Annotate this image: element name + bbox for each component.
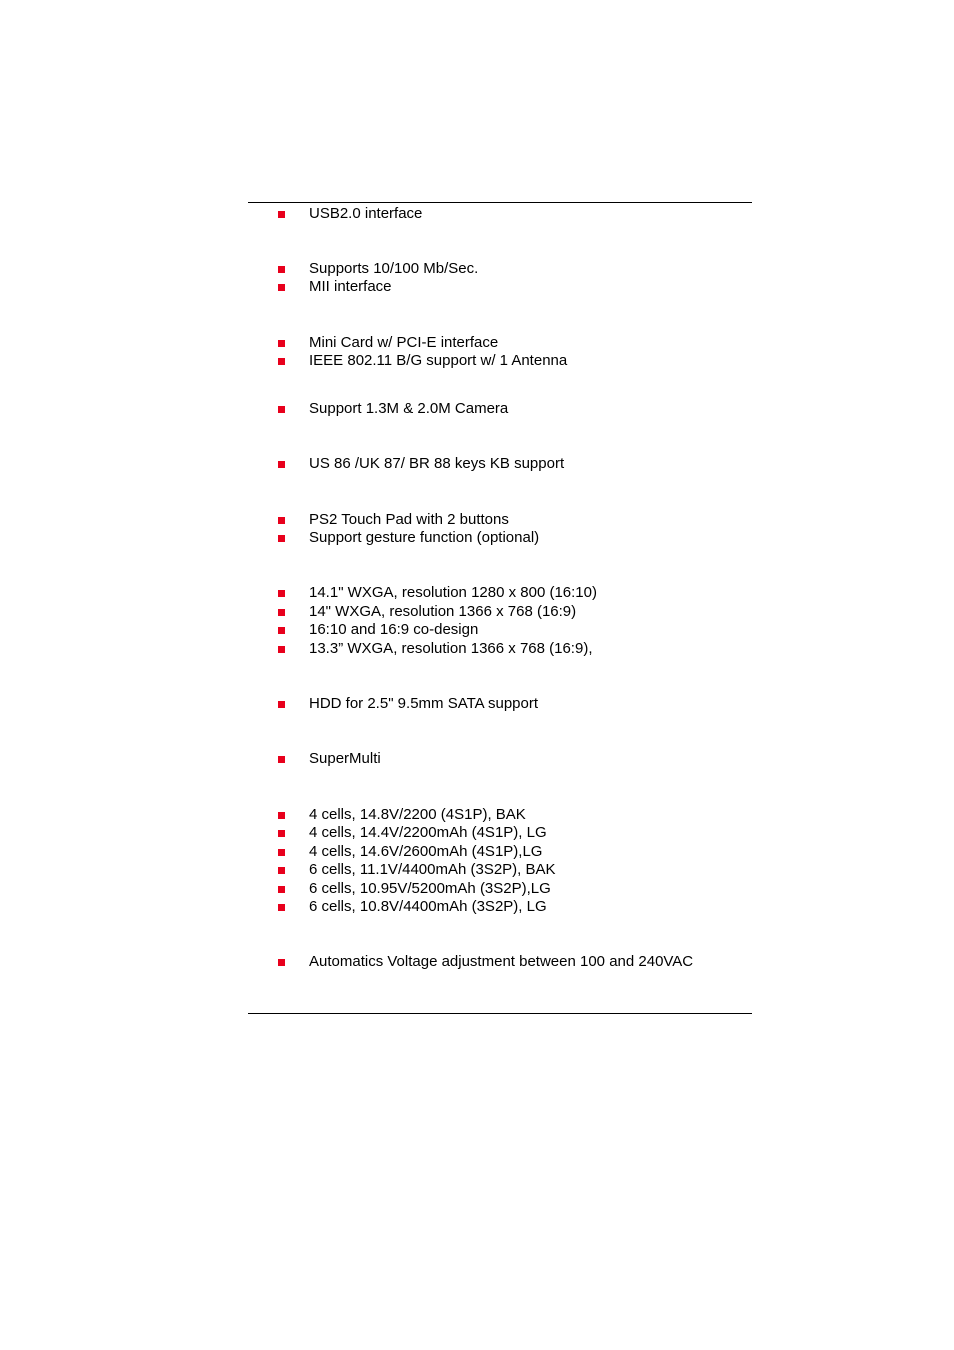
list-item-text: US 86 /UK 87/ BR 88 keys KB support	[309, 455, 565, 472]
list-item-text: Automatics Voltage adjustment between 100 and 240VAC	[309, 953, 694, 970]
square-bullet-icon	[278, 266, 285, 273]
square-bullet-icon	[278, 406, 285, 413]
square-bullet-icon	[278, 211, 285, 218]
list-item-text: 14" WXGA, resolution 1366 x 768 (16:9)	[309, 603, 577, 620]
list-item-text: 14.1" WXGA, resolution 1280 x 800 (16:10)	[309, 584, 597, 601]
square-bullet-icon	[278, 461, 285, 468]
list-item-text: HDD for 2.5" 9.5mm SATA support	[309, 695, 539, 712]
square-bullet-icon	[278, 812, 285, 819]
list-item-text: 4 cells, 14.8V/2200 (4S1P), BAK	[309, 806, 526, 823]
list-item-text: SuperMulti	[309, 750, 381, 767]
list-item-text: Supports 10/100 Mb/Sec.	[309, 260, 479, 277]
square-bullet-icon	[278, 646, 285, 653]
square-bullet-icon	[278, 284, 285, 291]
square-bullet-icon	[278, 886, 285, 893]
list-item-text: 6 cells, 10.8V/4400mAh (3S2P), LG	[309, 898, 547, 915]
square-bullet-icon	[278, 627, 285, 634]
list-item-text: MII interface	[309, 278, 392, 295]
list-item-text: Support gesture function (optional)	[309, 529, 540, 546]
list-item-text: IEEE 802.11 B/G support w/ 1 Antenna	[309, 352, 568, 369]
square-bullet-icon	[278, 517, 285, 524]
list-item-text: 6 cells, 10.95V/5200mAh (3S2P),LG	[309, 880, 551, 897]
bottom-rule	[248, 1013, 752, 1014]
list-item-text: 6 cells, 11.1V/4400mAh (3S2P), BAK	[309, 861, 556, 878]
list-item-text: 16:10 and 16:9 co-design	[309, 621, 479, 638]
list-item-text: PS2 Touch Pad with 2 buttons	[309, 511, 509, 528]
list-item-text: 4 cells, 14.6V/2600mAh (4S1P),LG	[309, 843, 543, 860]
square-bullet-icon	[278, 590, 285, 597]
list-item-text: Support 1.3M & 2.0M Camera	[309, 400, 509, 417]
square-bullet-icon	[278, 609, 285, 616]
square-bullet-icon	[278, 535, 285, 542]
square-bullet-icon	[278, 867, 285, 874]
square-bullet-icon	[278, 756, 285, 763]
square-bullet-icon	[278, 849, 285, 856]
square-bullet-icon	[278, 959, 285, 966]
square-bullet-icon	[278, 701, 285, 708]
list-item-text: Mini Card w/ PCI-E interface	[309, 334, 499, 351]
list-item-text: USB2.0 interface	[309, 205, 423, 222]
square-bullet-icon	[278, 904, 285, 911]
square-bullet-icon	[278, 340, 285, 347]
square-bullet-icon	[278, 830, 285, 837]
list-item-text: 4 cells, 14.4V/2200mAh (4S1P), LG	[309, 824, 547, 841]
list-item-text: 13.3” WXGA, resolution 1366 x 768 (16:9),	[309, 640, 593, 657]
square-bullet-icon	[278, 358, 285, 365]
